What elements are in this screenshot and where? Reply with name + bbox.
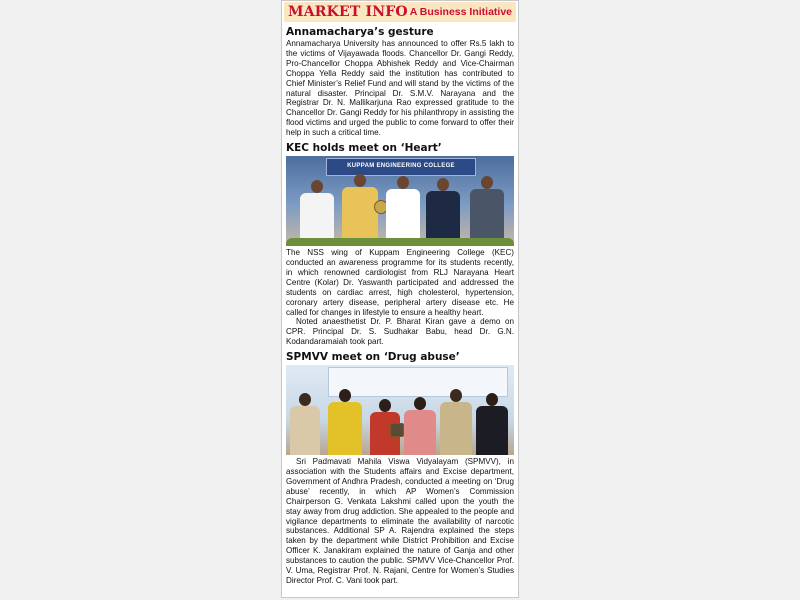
kec-event-photo	[286, 156, 514, 246]
market-info-banner	[284, 2, 516, 22]
person-figure	[470, 176, 504, 246]
person-figure	[290, 393, 320, 455]
stage-foliage	[286, 238, 514, 246]
person-figure	[342, 174, 378, 246]
person-figure	[426, 178, 460, 246]
newspaper-page	[281, 0, 519, 598]
spmvv-event-photo	[286, 365, 514, 455]
column-content	[282, 26, 518, 586]
person-figure	[386, 176, 420, 246]
person-figure	[328, 389, 362, 455]
memento-plaque	[390, 423, 404, 437]
banner-subtitle: A Business Initiative	[409, 6, 512, 18]
article-paragraph: Noted anaesthetist Dr. P. Bharat Kiran gave a demo on CPR. Principal Dr. S. Sudhakar Babu, head Dr. G.N. Kodandaramaiah took part.	[286, 317, 514, 347]
person-figure	[476, 393, 508, 455]
article-kec	[286, 142, 514, 347]
person-figure	[300, 180, 334, 246]
article-headline: KEC holds meet on ‘Heart’	[286, 142, 442, 155]
article-paragraph: Annamacharya University has announced to offer Rs.5 lakh to the victims of Vijayawada floods. Chancellor Dr. Gangi Reddy, Pro-Chancellor Choppa Abhishek Reddy and Vice-Chairman Choppa Yella Reddy said the institution has contributed to Chief Minister’s Relief Fund and will stand by the victims of the natural disaster. Principal Dr. S.M.V. Narayana and the Registrar Dr. N. Mallikarjuna Rao expressed gratitude to the Chancellor Dr. Gangi Reddy for his philanthropy in assisting the flood victims and urged the public to come forward to offer their help in such a critical time.	[286, 39, 514, 138]
banner-title: MARKET INFO	[288, 4, 408, 20]
person-figure	[440, 389, 472, 455]
article-headline: SPMVV meet on ‘Drug abuse’	[286, 351, 460, 364]
article-annamacharya	[286, 26, 514, 138]
article-paragraph: Sri Padmavati Mahila Viswa Vidyalayam (SPMVV), in association with the Students affairs and Excise department, Government of Andhra Pradesh, conducted a meeting on ‘Drug abuse’ recently, in which AP Women’s Commission Chairperson G. Venkata Lakshmi called upon the youth the stay away from drug addiction. She appealed to the people and vigilance departments to eliminate the availability of narcotic substances. Additional SP A. Rajendra explained the steps taken by the department while District Prohibition and Excise Officer K. Janakiram explained the nature of Ganja and other substances to caution the public. SPMVV Vice-Chancellor Prof. V. Uma, Registrar Prof. N. Rajani, Centre for Women’s Studies Director Prof. C. Vani took part.	[286, 457, 514, 585]
person-figure	[404, 397, 436, 455]
article-paragraph: The NSS wing of Kuppam Engineering College (KEC) conducted an awareness programme for its students recently, in which renowned cardiologist from RLJ Narayana Heart Centre (Kolar) Dr. Yaswanth participated and addressed the students on cardiac arrest, high cholesterol, hypertension, coronary artery disease, peripheral artery disease etc. He called for changes in lifestyle to ensure a healthy heart.	[286, 248, 514, 317]
article-spmvv	[286, 351, 514, 586]
stage-banner-text: KUPPAM ENGINEERING COLLEGE	[347, 163, 455, 170]
article-headline: Annamacharya’s gesture	[286, 26, 434, 38]
